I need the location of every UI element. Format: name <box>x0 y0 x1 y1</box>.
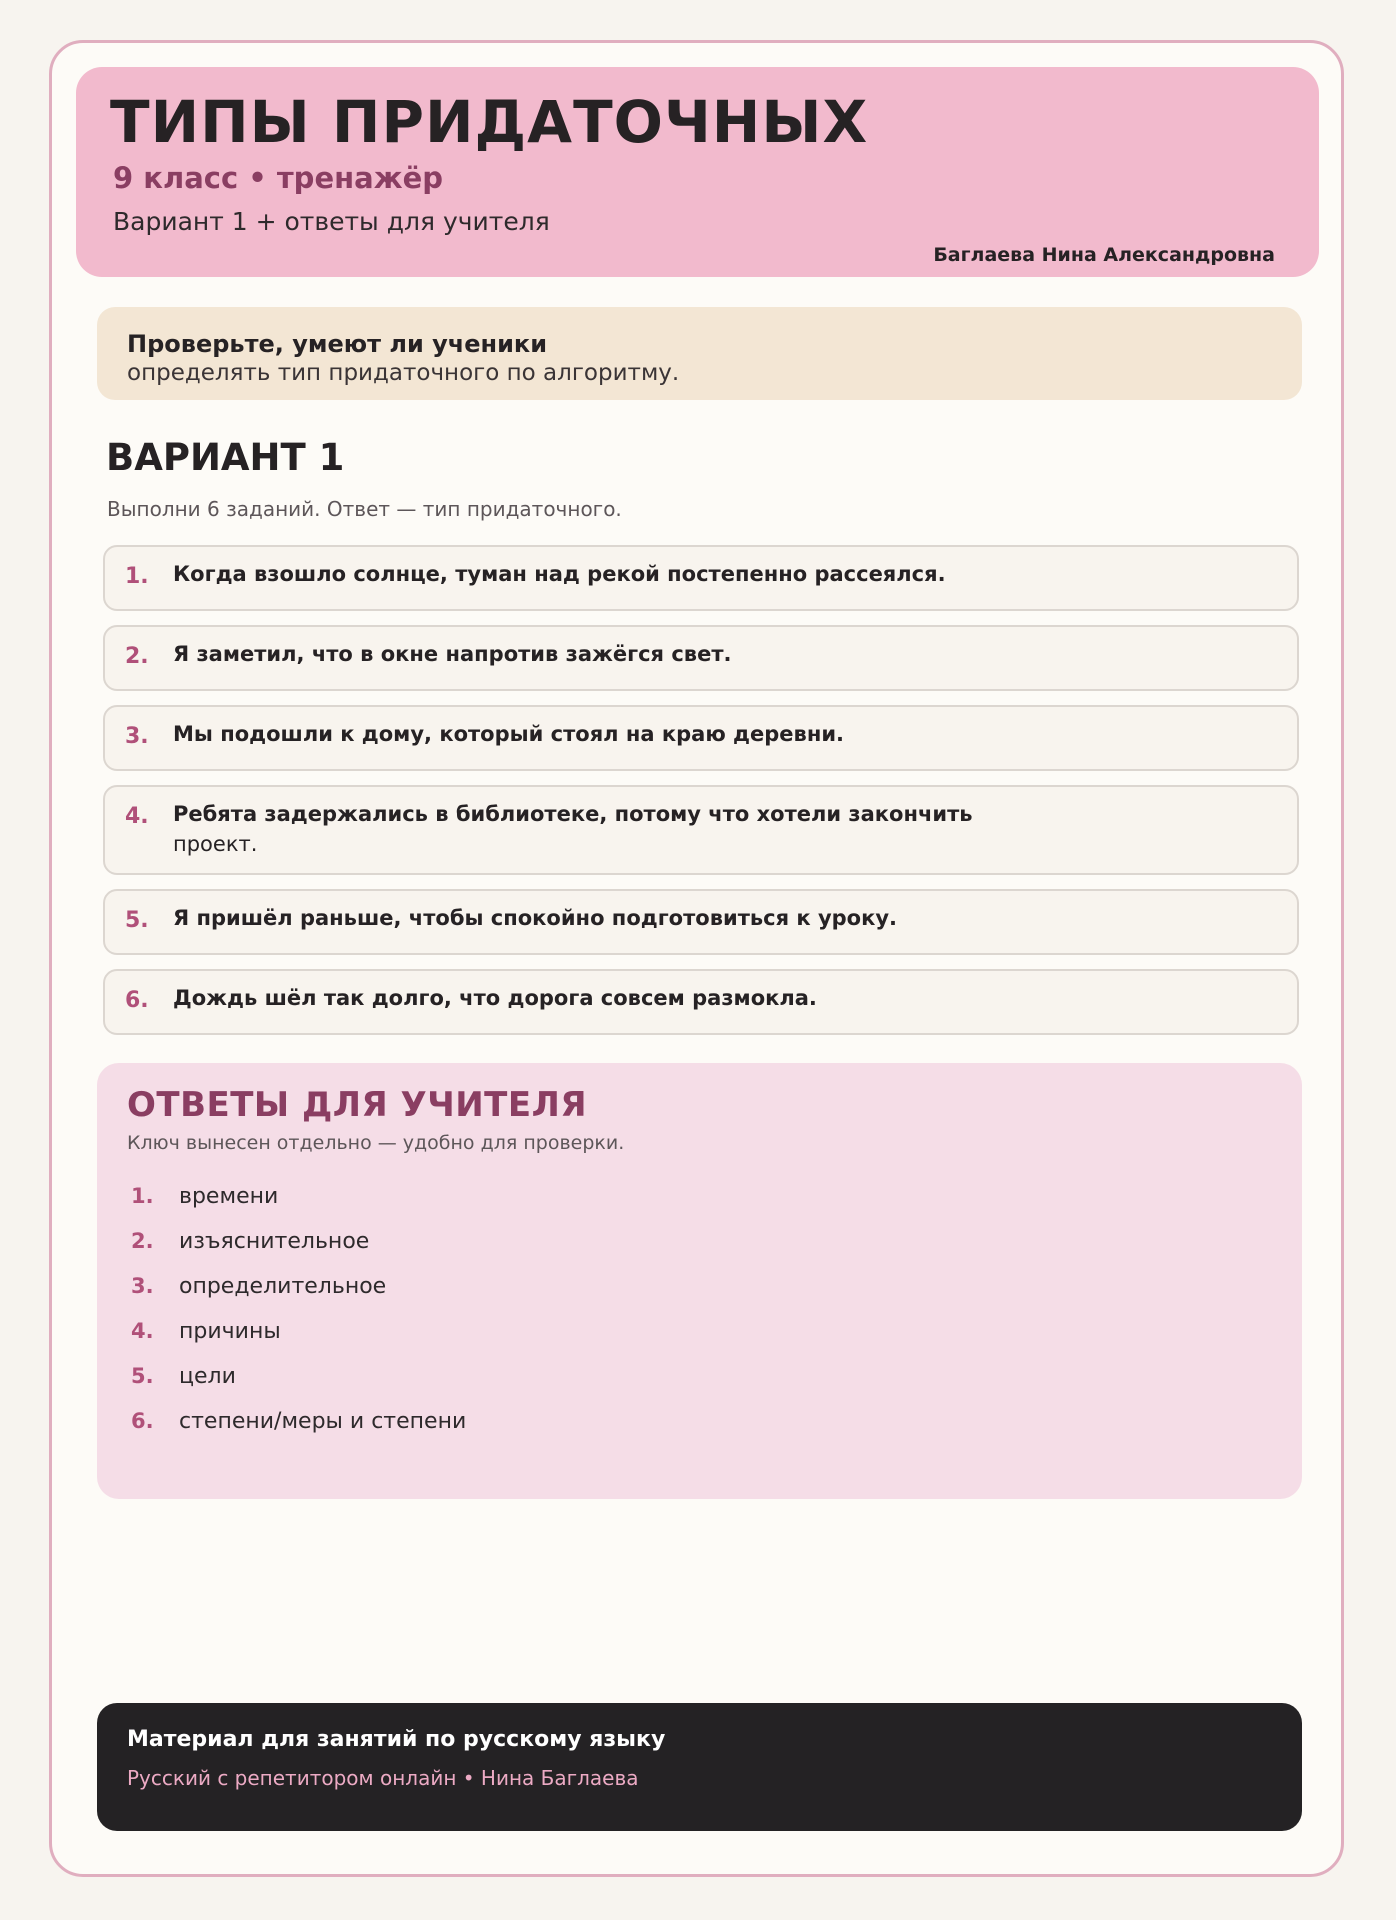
answer-text: определительное <box>179 1273 387 1299</box>
answer-number: 4. <box>131 1319 154 1344</box>
answer-key <box>97 1063 1302 1499</box>
answer-key-title: ОТВЕТЫ ДЛЯ УЧИТЕЛЯ <box>127 1085 588 1125</box>
task-sentence <box>173 719 1053 749</box>
answer-item <box>127 1219 1272 1264</box>
page-subtitle: 9 класс • тренажёр <box>113 161 444 195</box>
task-sentence-text: Ребята задержались в библиотеке, потому что хотели закончить <box>173 802 973 826</box>
worksheet-page <box>49 40 1344 1877</box>
answer-text: цели <box>179 1363 236 1389</box>
footer-title: Материал для занятий по русскому языку <box>127 1727 666 1752</box>
task-sentence-text: Когда взошло солнце, туман над рекой постепенно рассеялся. <box>173 562 946 586</box>
answer-text: причины <box>179 1318 281 1344</box>
page-caption: Вариант 1 + ответы для учителя <box>113 207 550 236</box>
task-number: 2. <box>125 644 149 669</box>
variant-title: ВАРИАНТ 1 <box>106 436 345 479</box>
task-number: 6. <box>125 988 149 1013</box>
task-sentence <box>173 639 1053 669</box>
answer-number: 5. <box>131 1364 154 1389</box>
task-item <box>103 889 1299 955</box>
header-banner <box>76 67 1319 277</box>
author-name: Баглаева Нина Александровна <box>933 244 1275 266</box>
task-sentence-text: Мы подошли к дому, который стоял на краю деревни. <box>173 722 845 746</box>
task-number: 5. <box>125 908 149 933</box>
task-item <box>103 545 1299 611</box>
teacher-notice <box>97 307 1302 400</box>
answer-number: 3. <box>131 1274 154 1299</box>
task-sentence-text: Я заметил, что в окне напротив зажёгся свет. <box>173 642 732 666</box>
answer-text: степени/меры и степени <box>179 1408 467 1434</box>
answer-text: изъяснительное <box>179 1228 370 1254</box>
notice-title: Проверьте, умеют ли ученики <box>127 330 548 358</box>
task-item <box>103 705 1299 771</box>
answer-text: времени <box>179 1183 279 1209</box>
task-list <box>103 545 1299 1049</box>
task-number: 3. <box>125 724 149 749</box>
answer-number: 2. <box>131 1229 154 1254</box>
answer-item <box>127 1399 1272 1444</box>
answer-number: 1. <box>131 1184 154 1209</box>
answer-item <box>127 1309 1272 1354</box>
task-item <box>103 625 1299 691</box>
answer-number: 6. <box>131 1409 154 1434</box>
task-number: 4. <box>125 804 149 829</box>
task-sentence-continuation: проект. <box>173 832 258 856</box>
task-sentence <box>173 903 1053 933</box>
task-number: 1. <box>125 564 149 589</box>
answer-list <box>127 1174 1272 1444</box>
task-sentence <box>173 983 1053 1013</box>
task-sentence-text: Я пришёл раньше, чтобы спокойно подготовиться к уроку. <box>173 906 898 930</box>
answer-item <box>127 1174 1272 1219</box>
page-title: ТИПЫ ПРИДАТОЧНЫХ <box>110 88 869 156</box>
task-sentence <box>173 559 1053 589</box>
task-item <box>103 785 1299 875</box>
variant-instruction: Выполни 6 заданий. Ответ — тип придаточного. <box>107 497 622 521</box>
task-sentence-text: Дождь шёл так долго, что дорога совсем размокла. <box>173 986 817 1010</box>
task-item <box>103 969 1299 1035</box>
footer-banner <box>97 1703 1302 1831</box>
task-sentence <box>173 799 1053 859</box>
footer-caption: Русский с репетитором онлайн • Нина Баглаева <box>127 1766 639 1790</box>
notice-text: определять тип придаточного по алгоритму. <box>127 360 680 386</box>
answer-item <box>127 1264 1272 1309</box>
answer-item <box>127 1354 1272 1399</box>
answer-key-note: Ключ вынесен отдельно — удобно для проверки. <box>127 1131 625 1154</box>
